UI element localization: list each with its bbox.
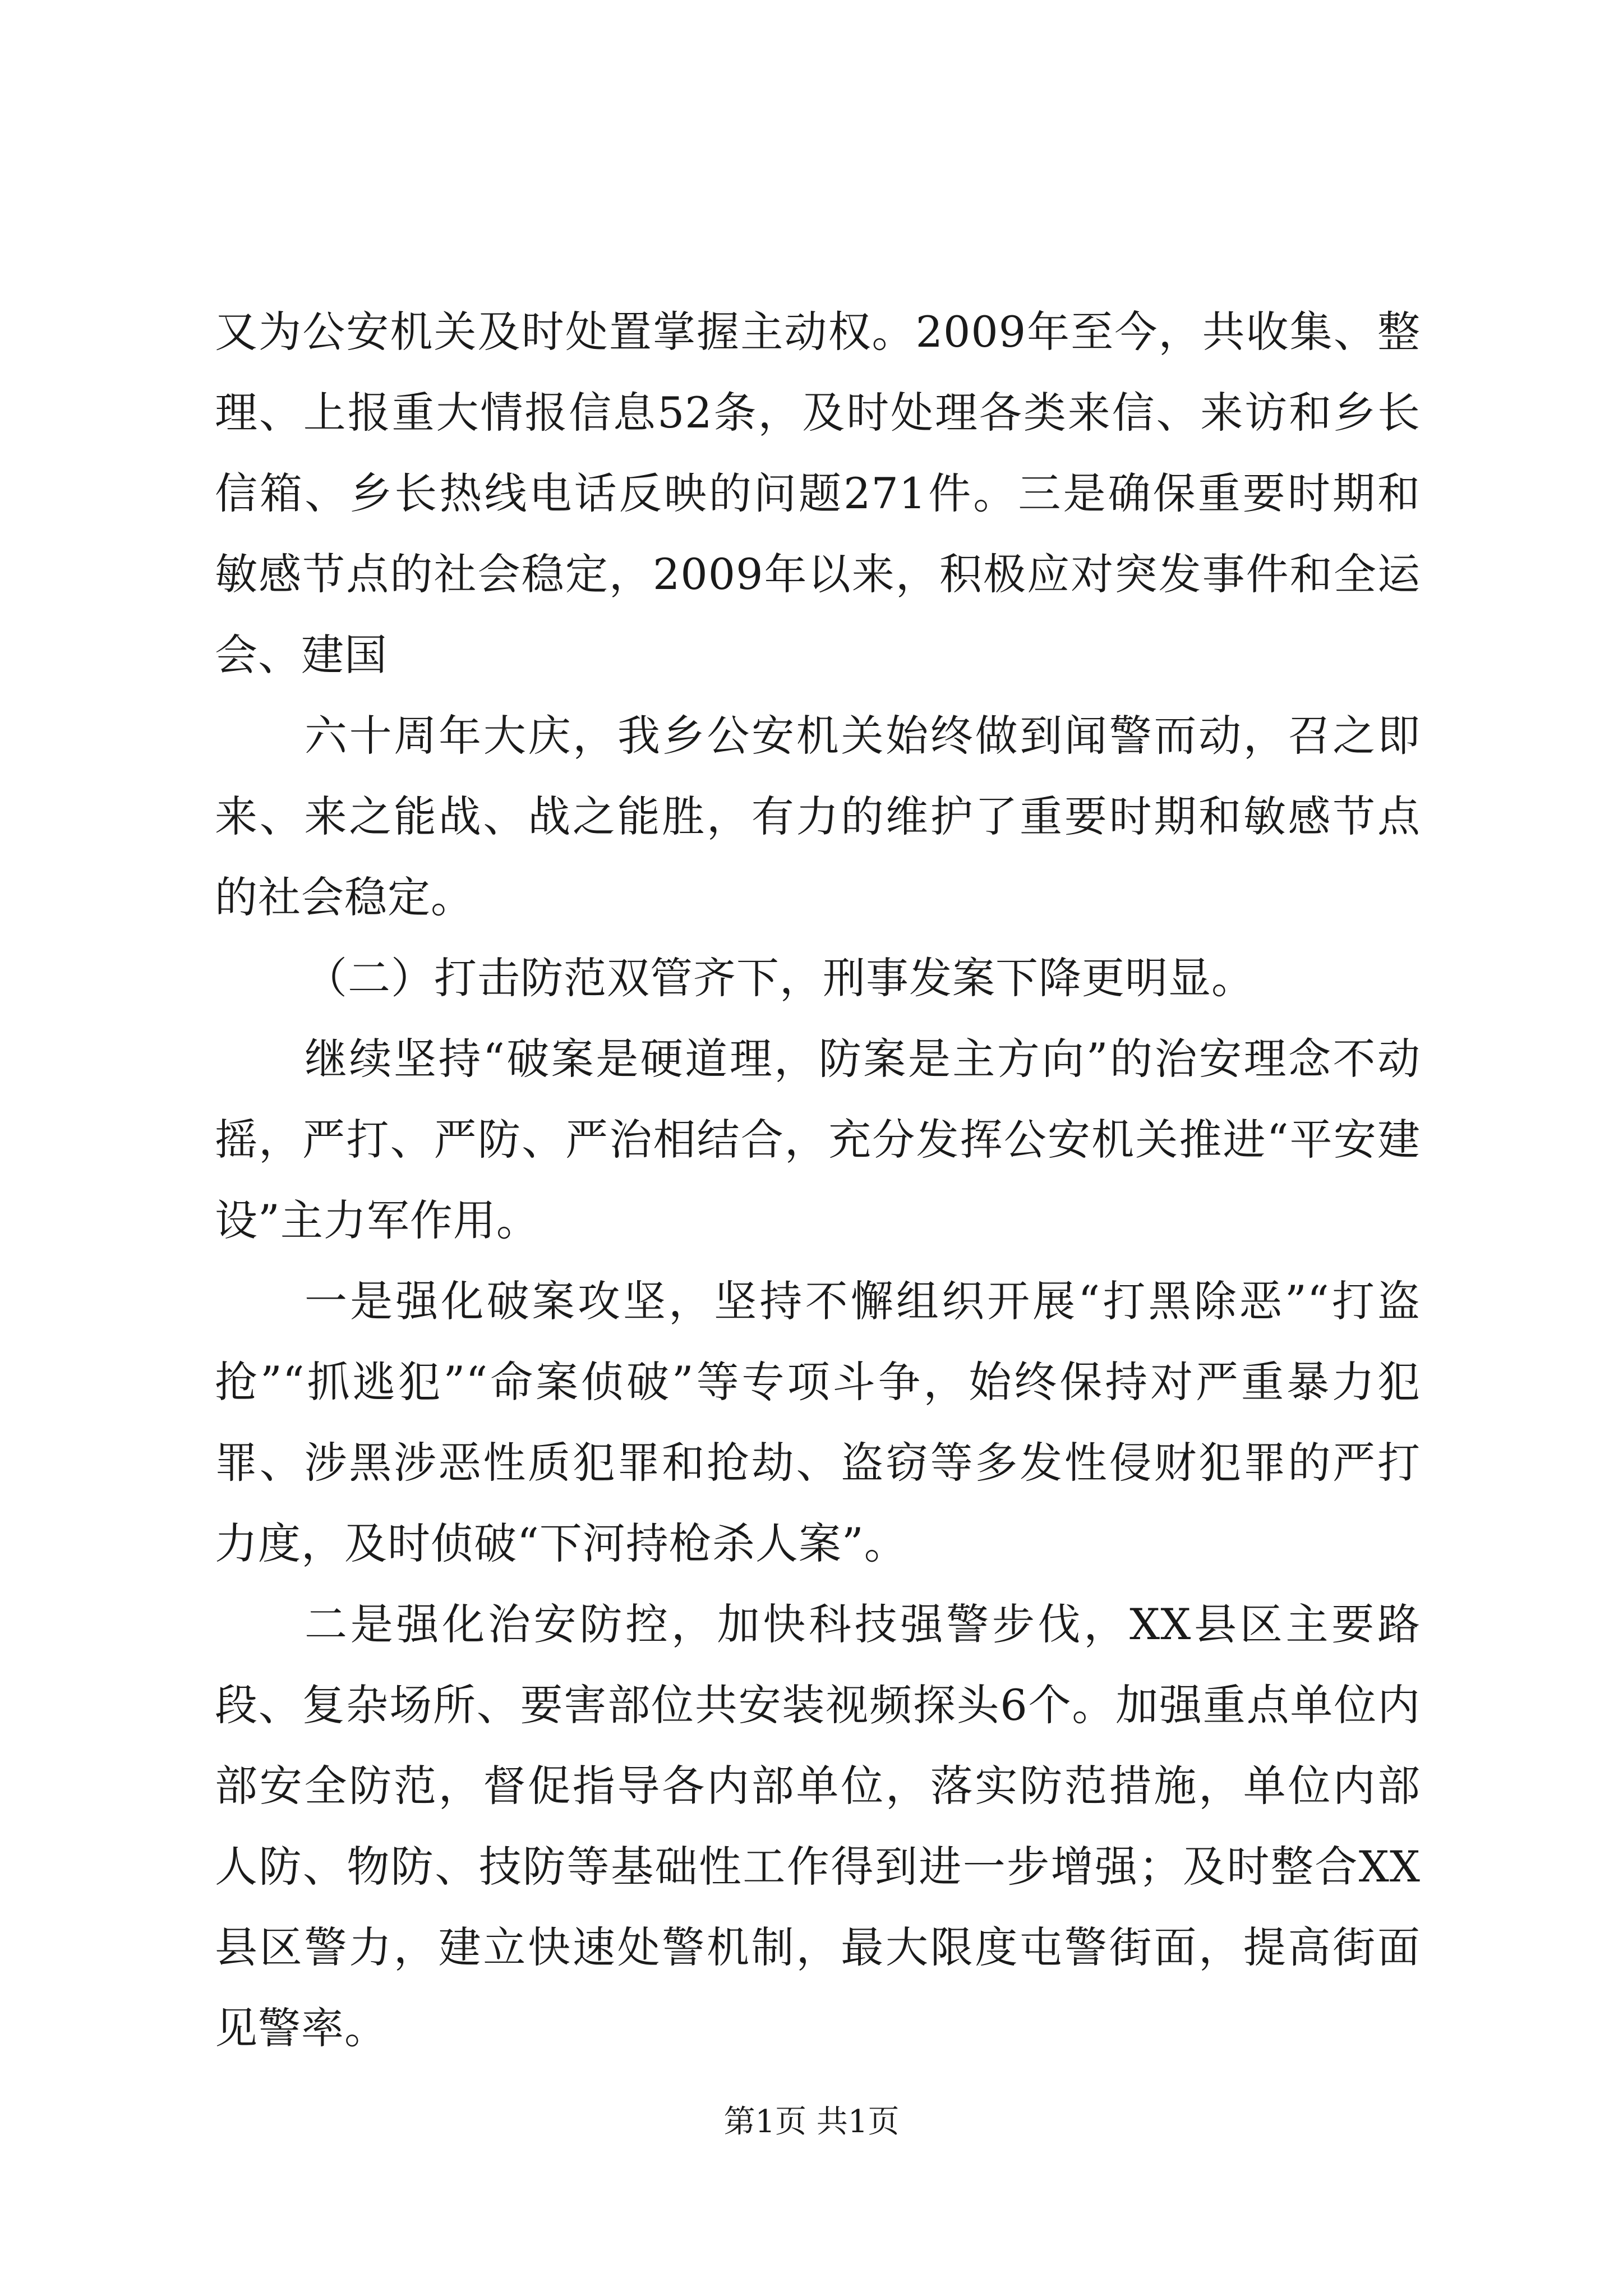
paragraph-public-security: 二是强化治安防控，加快科技强警步伐，XX县区主要路段、复杂场所、要害部位共安装视频探头6个。加强重点单位内部安全防范，督促指导各内部单位，落实防范措施，单位内部人防、物防、技防等基础性工作得到进一步增强；及时整合XX县区警力，建立快速处警机制，最大限度屯警街面，提高街面见警率。 <box>215 1599 1421 2053</box>
paragraph-continuation: 又为公安机关及时处置掌握主动权。2009年至今，共收集、整理、上报重大情报信息52条，及时处理各类来信、来访和乡长信箱、乡长热线电话反映的问题271件。三是确保重要时期和敏感节点的社会稳定，2009年以来，积极应对突发事件和全运会、建国 <box>215 307 1421 680</box>
section-heading: （二）打击防范双管齐下，刑事发案下降更明显。 <box>305 953 1255 1003</box>
page-footer: 第1页 共1页 <box>723 2104 900 2140</box>
document-body <box>215 292 1421 2069</box>
paragraph-anniversary: 六十周年大庆，我乡公安机关始终做到闻警而动，召之即来、来之能战、战之能胜，有力的维护了重要时期和敏感节点的社会稳定。 <box>215 711 1421 922</box>
paragraph-case-solving: 一是强化破案攻坚，坚持不懈组织开展“打黑除恶”“打盗抢”“抓逃犯”“命案侦破”等专项斗争，始终保持对严重暴力犯罪、涉黑涉恶性质犯罪和抢劫、盗窃等多发性侵财犯罪的严打力度，及时侦破“下河持枪杀人案”。 <box>215 1276 1421 1568</box>
paragraph-principle: 继续坚持“破案是硬道理，防案是主方向”的治安理念不动摇，严打、严防、严治相结合，充分发挥公安机关推进“平安建设”主力军作用。 <box>215 1034 1421 1245</box>
